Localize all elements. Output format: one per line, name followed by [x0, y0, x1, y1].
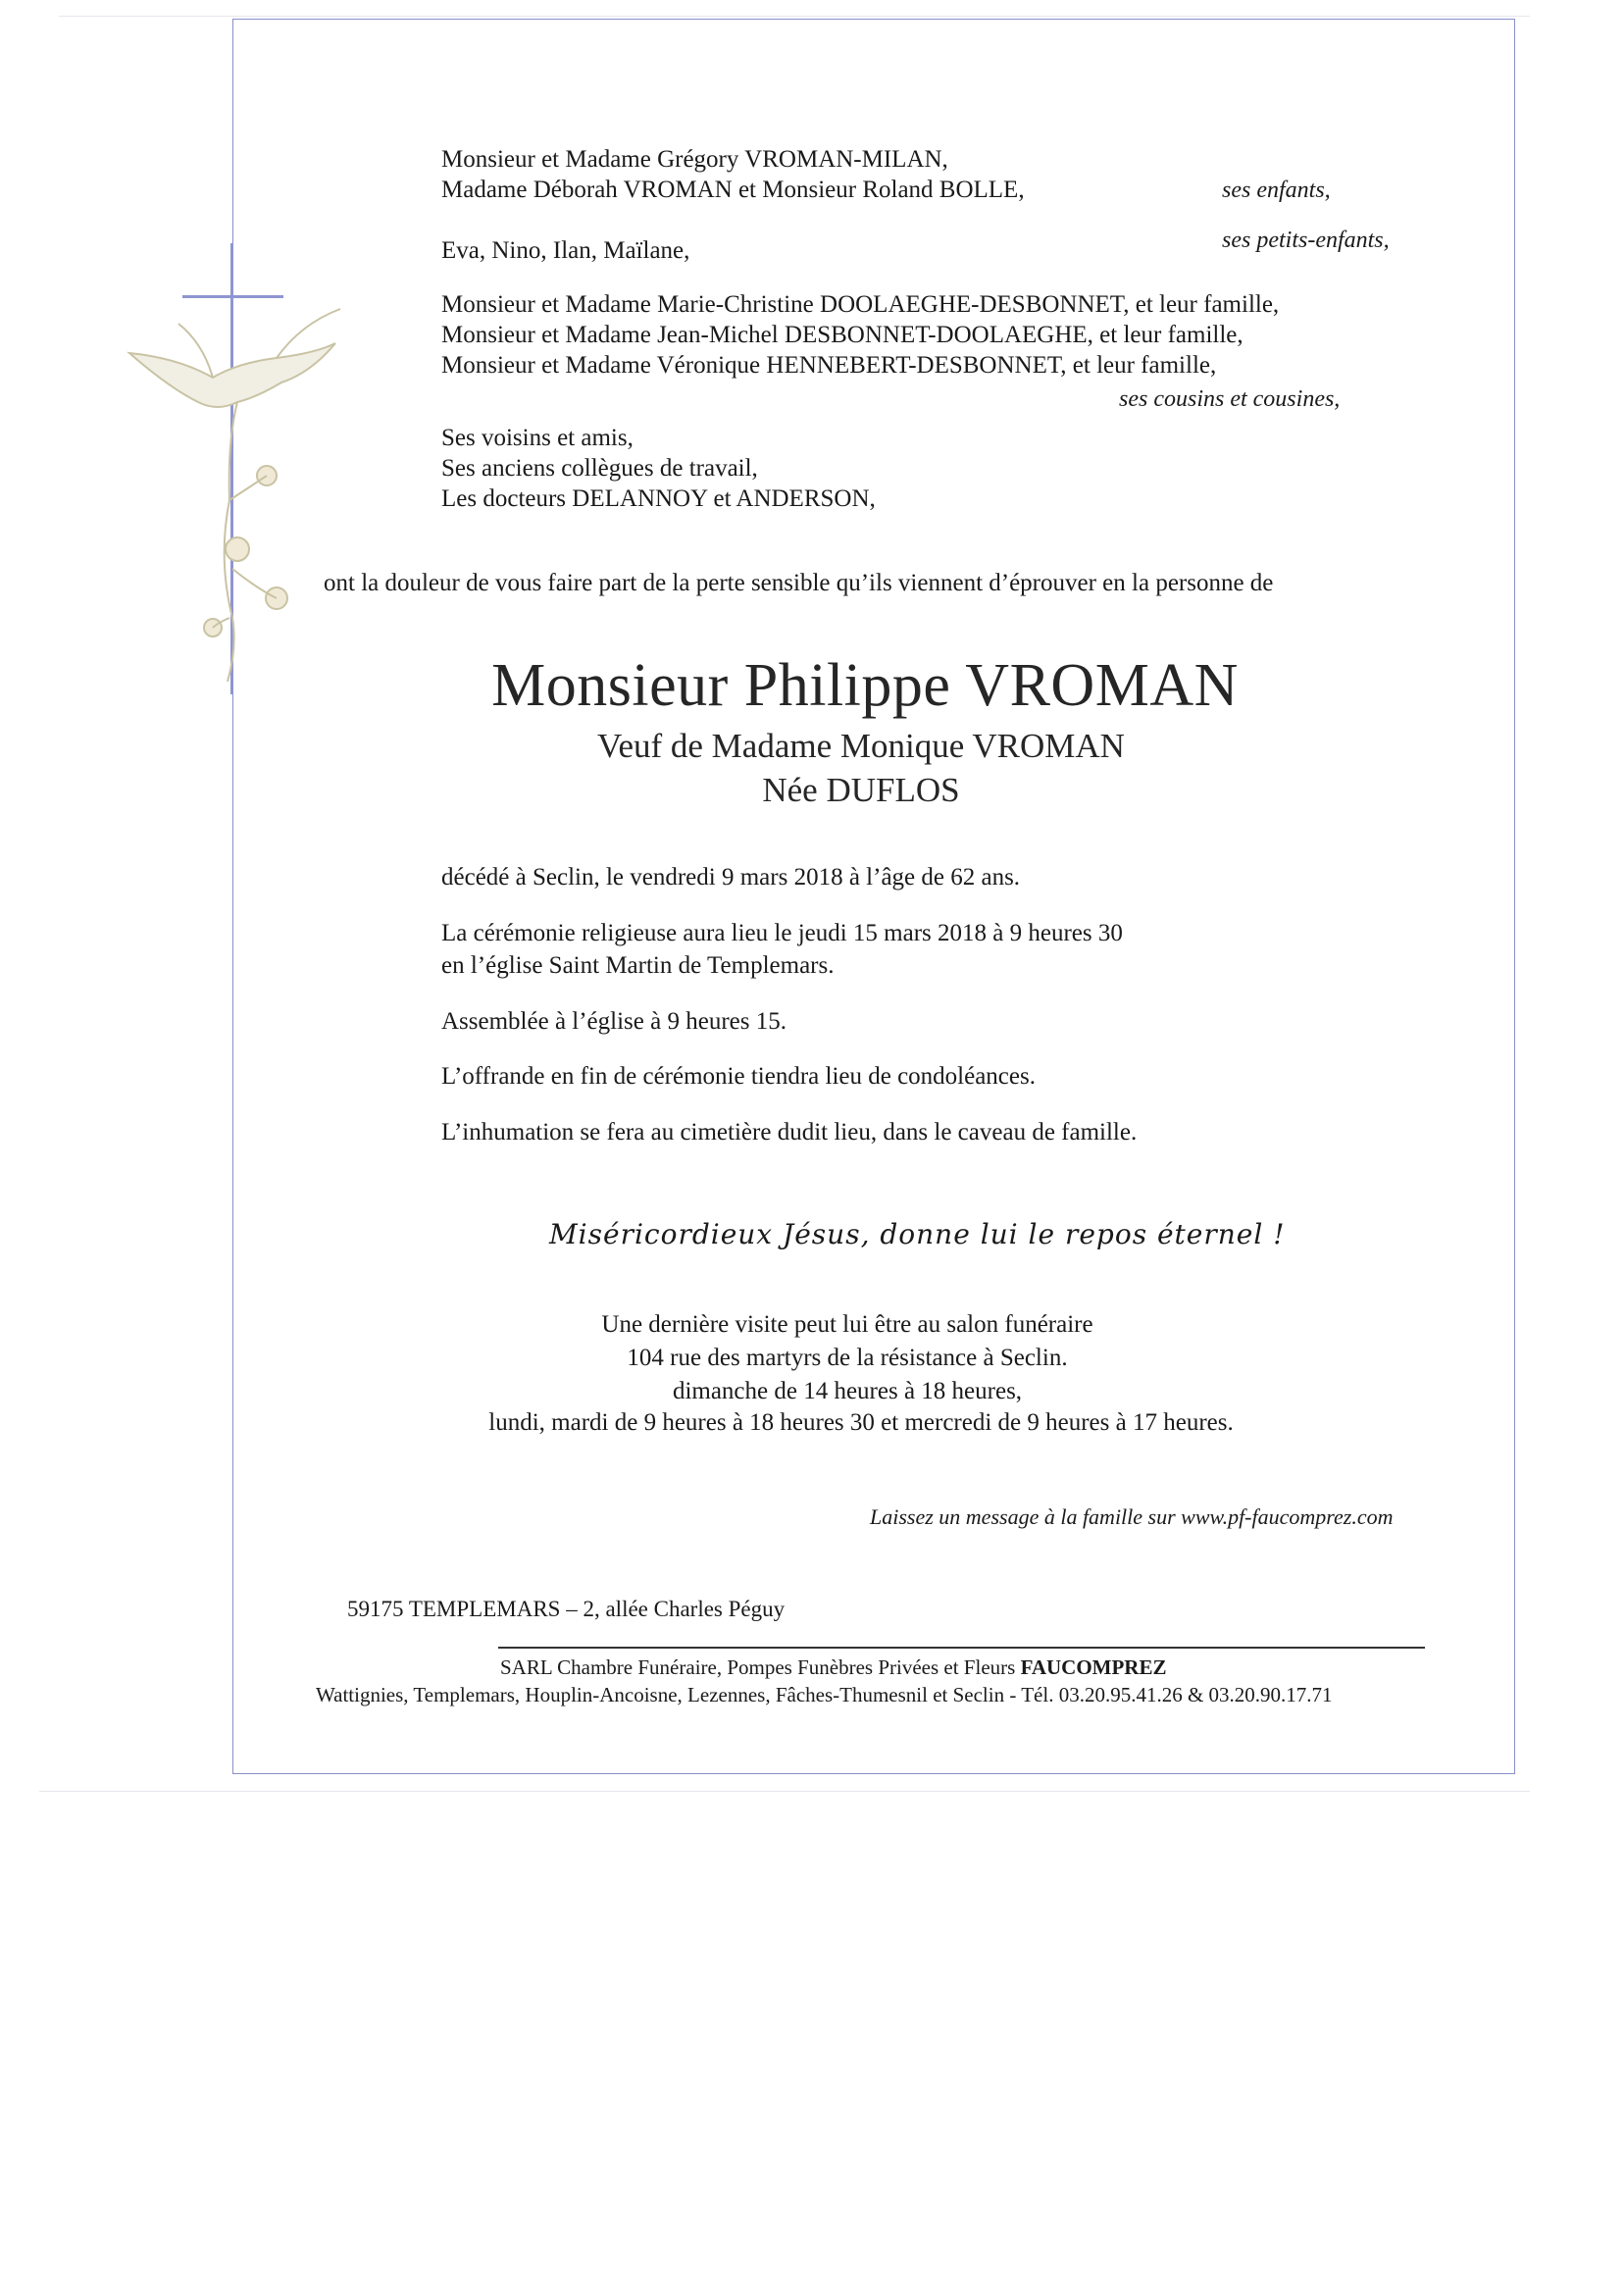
burial-note: L’inhumation se fera au cimetière dudit lieu, dans le caveau de famille.: [441, 1119, 1138, 1146]
widower-line: Veuf de Madame Monique VROMAN: [597, 727, 1125, 765]
visit-line-1: Une dernière visite peut lui être au salon funéraire: [601, 1311, 1093, 1338]
ceremony-line-1: La cérémonie religieuse aura lieu le jeudi 15 mars 2018 à 9 heures 30: [441, 920, 1123, 946]
address-line: 59175 TEMPLEMARS – 2, allée Charles Péguy: [347, 1597, 786, 1621]
cross-icon-horizontal: [182, 295, 283, 298]
visit-line-4: lundi, mardi de 9 heures à 18 heures 30 et mercredi de 9 heures à 17 heures.: [488, 1409, 1234, 1436]
deceased-name: Monsieur Philippe VROMAN: [491, 652, 1239, 719]
others-line-1: Ses voisins et amis,: [441, 425, 634, 451]
children-role: ses enfants,: [1222, 178, 1331, 203]
cousins-role: ses cousins et cousines,: [1119, 386, 1341, 412]
footer-divider: [498, 1647, 1425, 1649]
assembly-time: Assemblée à l’église à 9 heures 15.: [441, 1008, 787, 1035]
others-line-3: Les docteurs DELANNOY et ANDERSON,: [441, 485, 876, 512]
ceremony-line-2: en l’église Saint Martin de Templemars.: [441, 952, 835, 979]
grandchildren-line: Eva, Nino, Ilan, Maïlane,: [441, 237, 690, 264]
cousins-line-2: Monsieur et Madame Jean-Michel DESBONNET-DOOLAEGHE, et leur famille,: [441, 322, 1243, 348]
offering-note: L’offrande en fin de cérémonie tiendra lieu de condoléances.: [441, 1063, 1036, 1090]
footer-company-prefix: SARL Chambre Funéraire, Pompes Funèbres Privées et Fleurs: [500, 1655, 1021, 1679]
cousins-line-3: Monsieur et Madame Véronique HENNEBERT-DESBONNET, et leur famille,: [441, 352, 1217, 379]
children-line-2: Madame Déborah VROMAN et Monsieur Roland BOLLE,: [441, 177, 1025, 203]
maiden-name-line: Née DUFLOS: [762, 771, 960, 809]
scan-line-bottom: [39, 1791, 1530, 1792]
scan-line-top: [59, 16, 1530, 17]
footer-locations-line: Wattignies, Templemars, Houplin-Ancoisne, Lezennes, Fâches-Thumesnil et Seclin - Tél. 03.20.95.41.26 & 03.20.90.17.71: [316, 1683, 1333, 1706]
announcement-text: ont la douleur de vous faire part de la perte sensible qu’ils viennent d’éprouver en la personne de: [324, 570, 1274, 596]
online-message-line: Laissez un message à la famille sur www.pf-faucomprez.com: [870, 1504, 1394, 1529]
dove-flower-ornament-icon: [120, 304, 345, 687]
prayer-line: Miséricordieux Jésus, donne lui le repos éternel !: [549, 1218, 1286, 1250]
others-line-2: Ses anciens collègues de travail,: [441, 455, 758, 482]
visit-line-3: dimanche de 14 heures à 18 heures,: [672, 1378, 1023, 1404]
visit-line-2: 104 rue des martyrs de la résistance à Seclin.: [627, 1345, 1068, 1371]
death-details: décédé à Seclin, le vendredi 9 mars 2018 à l’âge de 62 ans.: [441, 864, 1021, 891]
cousins-line-1: Monsieur et Madame Marie-Christine DOOLAEGHE-DESBONNET, et leur famille,: [441, 291, 1280, 318]
children-line-1: Monsieur et Madame Grégory VROMAN-MILAN,: [441, 146, 948, 173]
footer-company-name: FAUCOMPREZ: [1020, 1655, 1167, 1679]
footer-company-line: [500, 1653, 1167, 1682]
grandchildren-role: ses petits-enfants,: [1222, 228, 1390, 253]
